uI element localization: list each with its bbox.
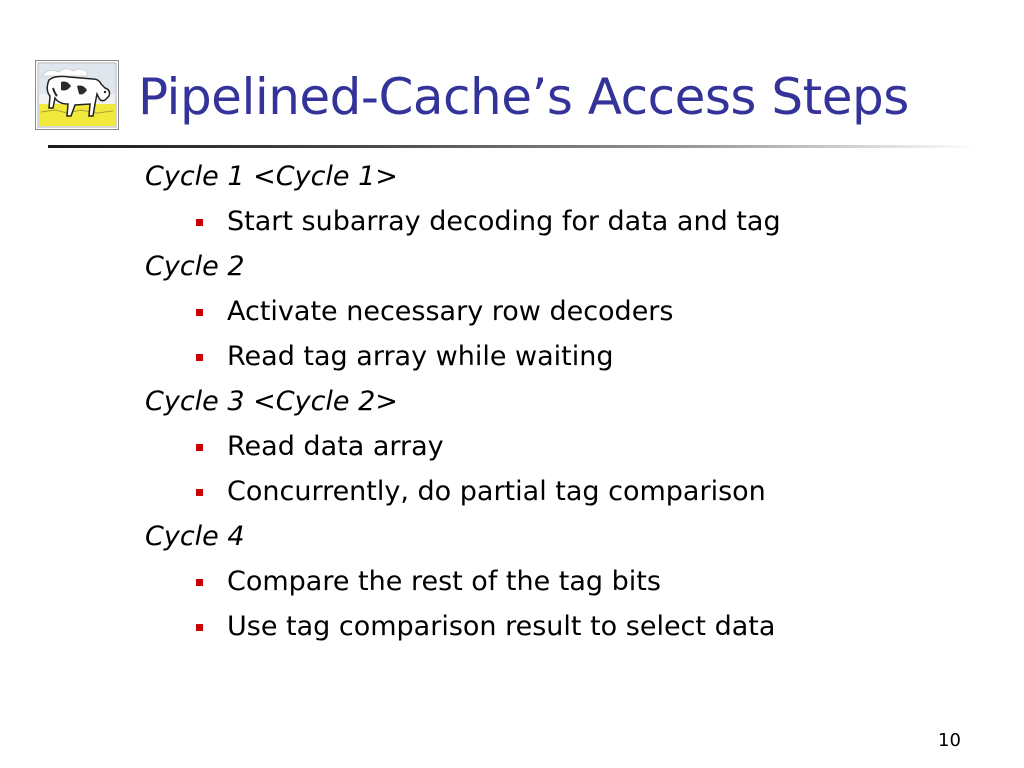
square-bullet-icon — [196, 444, 203, 451]
square-bullet-icon — [196, 489, 203, 496]
cycle-2-heading: Cycle 2 — [145, 251, 245, 282]
cycle-3-heading: Cycle 3 <Cycle 2> — [145, 386, 398, 417]
square-bullet-icon — [196, 624, 203, 631]
list-item-text: Read data array — [227, 431, 444, 462]
square-bullet-icon — [196, 309, 203, 316]
page-number: 10 — [938, 730, 961, 751]
square-bullet-icon — [196, 354, 203, 361]
list-item-text: Activate necessary row decoders — [227, 296, 674, 327]
square-bullet-icon — [196, 219, 203, 226]
list-item-text: Read tag array while waiting — [227, 341, 614, 372]
cycle-4-heading: Cycle 4 — [145, 521, 245, 552]
slide-title: Pipelined-Cache’s Access Steps — [138, 68, 909, 126]
square-bullet-icon — [196, 579, 203, 586]
list-item-text: Use tag comparison result to select data — [227, 611, 776, 642]
cycle-1-heading: Cycle 1 <Cycle 1> — [145, 161, 398, 192]
list-item-text: Start subarray decoding for data and tag — [227, 206, 781, 237]
list-item-text: Compare the rest of the tag bits — [227, 566, 661, 597]
list-item-text: Concurrently, do partial tag comparison — [227, 476, 766, 507]
